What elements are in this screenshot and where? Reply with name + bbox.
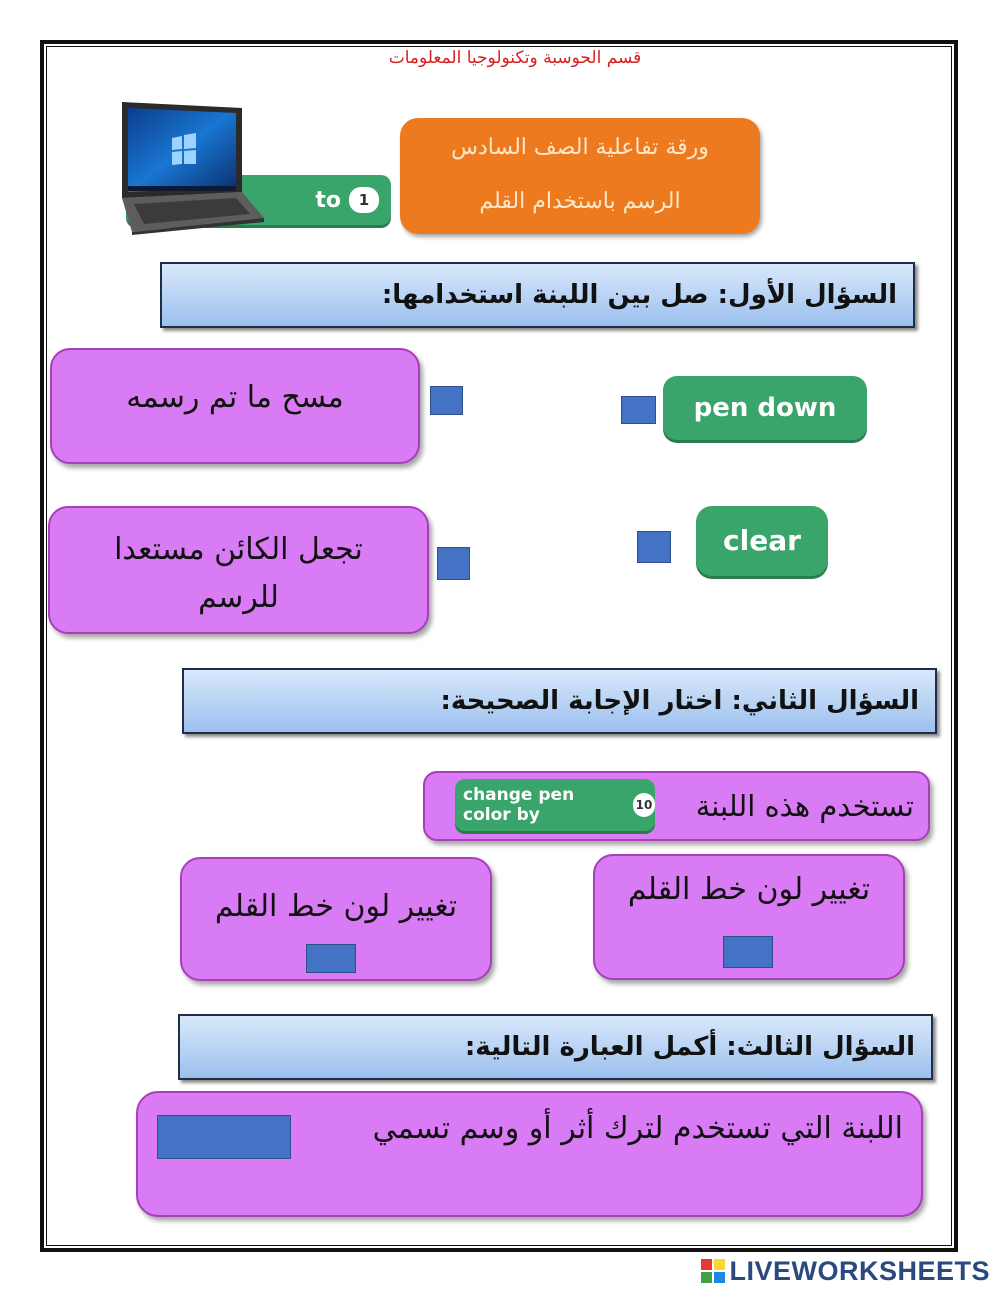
worksheet-title-line1: ورقة تفاعلية الصف السادس: [451, 135, 709, 160]
q1-block-clear: [696, 506, 828, 576]
q2-option-left-dropzone[interactable]: [306, 944, 356, 973]
question1-heading: السؤال الأول: صل بين اللبنة استخدامها:: [160, 262, 915, 328]
q2-option-right-dropzone[interactable]: [723, 936, 773, 968]
q1-answer-erase[interactable]: [50, 348, 420, 464]
laptop-icon: [118, 100, 268, 235]
q1-answer-ready-dot[interactable]: [437, 547, 470, 580]
q2-prompt-text: تستخدم هذه اللبنة: [695, 789, 914, 823]
liveworksheets-logo: [701, 1256, 990, 1286]
q1-answer-ready-line1: تجعل الكائن مستعدا: [114, 532, 363, 567]
worksheet-title-box: [400, 118, 760, 234]
q2-block-change-pen-color: [455, 779, 655, 831]
q1-answer-ready-line2: للرسم: [198, 580, 279, 615]
q2-option-right-text: تغيير لون خط القلم: [627, 872, 871, 907]
q2-block-label: change pen color by: [463, 785, 575, 825]
liveworksheets-wordmark: LIVEWORKSHEETS: [729, 1255, 990, 1286]
question3-heading: السؤال الثالث: أكمل العبارة التالية:: [178, 1014, 933, 1080]
q2-block-value: 10: [633, 793, 655, 817]
q1-block-clear-dot[interactable]: [637, 531, 671, 563]
q3-sentence-text: اللبنة التي تستخدم لترك أثر أو وسم تسمي: [372, 1111, 903, 1146]
q1-block-pen-down-label: pen down: [693, 393, 837, 423]
q1-block-pendown-dot[interactable]: [621, 396, 656, 424]
q2-option-left-text: تغيير لون خط القلم: [214, 889, 458, 924]
department-title: قسم الحوسبة وتكنولوجيا المعلومات: [388, 48, 642, 68]
q1-answer-erase-text: مسح ما تم رسمه: [126, 380, 344, 415]
q1-answer-ready[interactable]: [48, 506, 429, 634]
q1-answer-erase-dot[interactable]: [430, 386, 463, 415]
worksheet-title-line2: الرسم باستخدام القلم: [479, 189, 681, 214]
q1-block-pen-down: [663, 376, 867, 440]
q3-answer-input[interactable]: [157, 1115, 291, 1159]
liveworksheets-icon: [701, 1259, 725, 1283]
q1-block-clear-label: clear: [723, 524, 801, 557]
question2-heading: السؤال الثاني: اختار الإجابة الصحيحة:: [182, 668, 937, 734]
decor-block-text: to: [315, 187, 341, 213]
decor-block-number: 1: [349, 187, 379, 213]
